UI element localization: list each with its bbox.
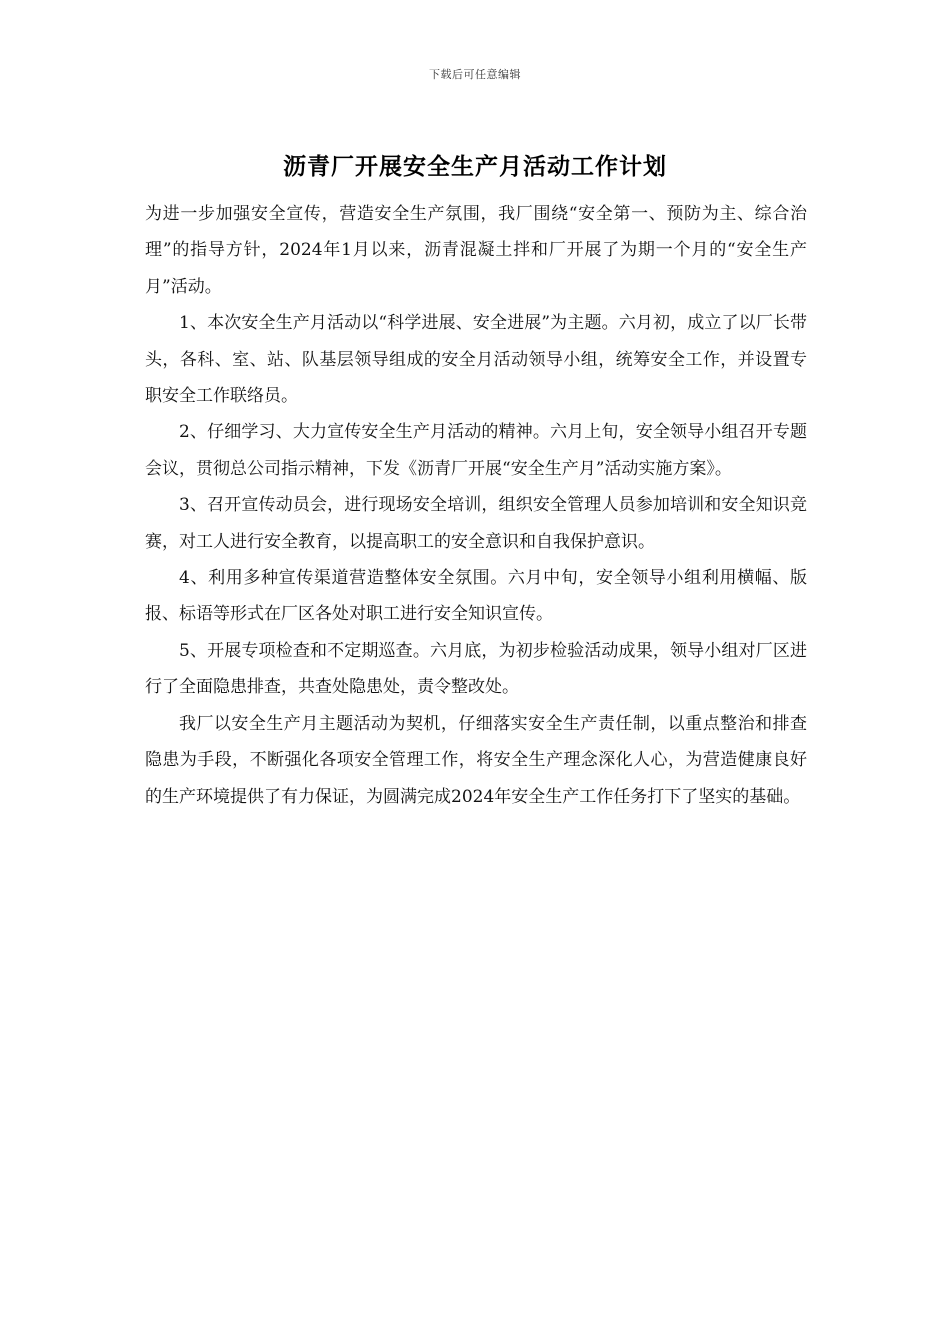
- paragraph-item-1: 1、本次安全生产月活动以“科学进展、安全进展”为主题。六月初，成立了以厂长带头，各科、室、站、队基层领导组成的安全月活动领导小组，统筹安全工作，并设置专职安全工作联络员。: [145, 313, 807, 407]
- document-body: [145, 196, 807, 815]
- conclusion-paragraph: 我厂以安全生产月主题活动为契机，仔细落实安全生产责任制，以重点整治和排查隐患为手段，不断强化各项安全管理工作，将安全生产理念深化人心，为营造健康良好的生产环境提供了有力保证，为圆满完成2024年安全生产工作任务打下了坚实的基础。: [145, 713, 807, 807]
- paragraph-item-4: 4、利用多种宣传渠道营造整体安全氛围。六月中旬，安全领导小组利用横幅、版报、标语等形式在厂区各处对职工进行安全知识宣传。: [145, 568, 807, 625]
- paragraph-item-3: 3、召开宣传动员会，进行现场安全培训，组织安全管理人员参加培训和安全知识竞赛，对工人进行安全教育，以提高职工的安全意识和自我保护意识。: [145, 495, 807, 552]
- document-title: 沥青厂开展安全生产月活动工作计划: [283, 153, 667, 180]
- intro-paragraph: 为进一步加强安全宣传，营造安全生产氛围，我厂围绕“安全第一、预防为主、综合治理”的指导方针，2024年1月以来，沥青混凝土拌和厂开展了为期一个月的“安全生产月”活动。: [145, 204, 807, 297]
- paragraph-item-5: 5、开展专项检查和不定期巡查。六月底，为初步检验活动成果，领导小组对厂区进行了全面隐患排查，共查处隐患处，责令整改处。: [145, 640, 807, 698]
- paragraph-item-2: 2、仔细学习、大力宣传安全生产月活动的精神。六月上旬，安全领导小组召开专题会议，贯彻总公司指示精神，下发《沥青厂开展“安全生产月”活动实施方案》。: [145, 422, 807, 479]
- header-note: 下载后可任意编辑: [429, 68, 521, 81]
